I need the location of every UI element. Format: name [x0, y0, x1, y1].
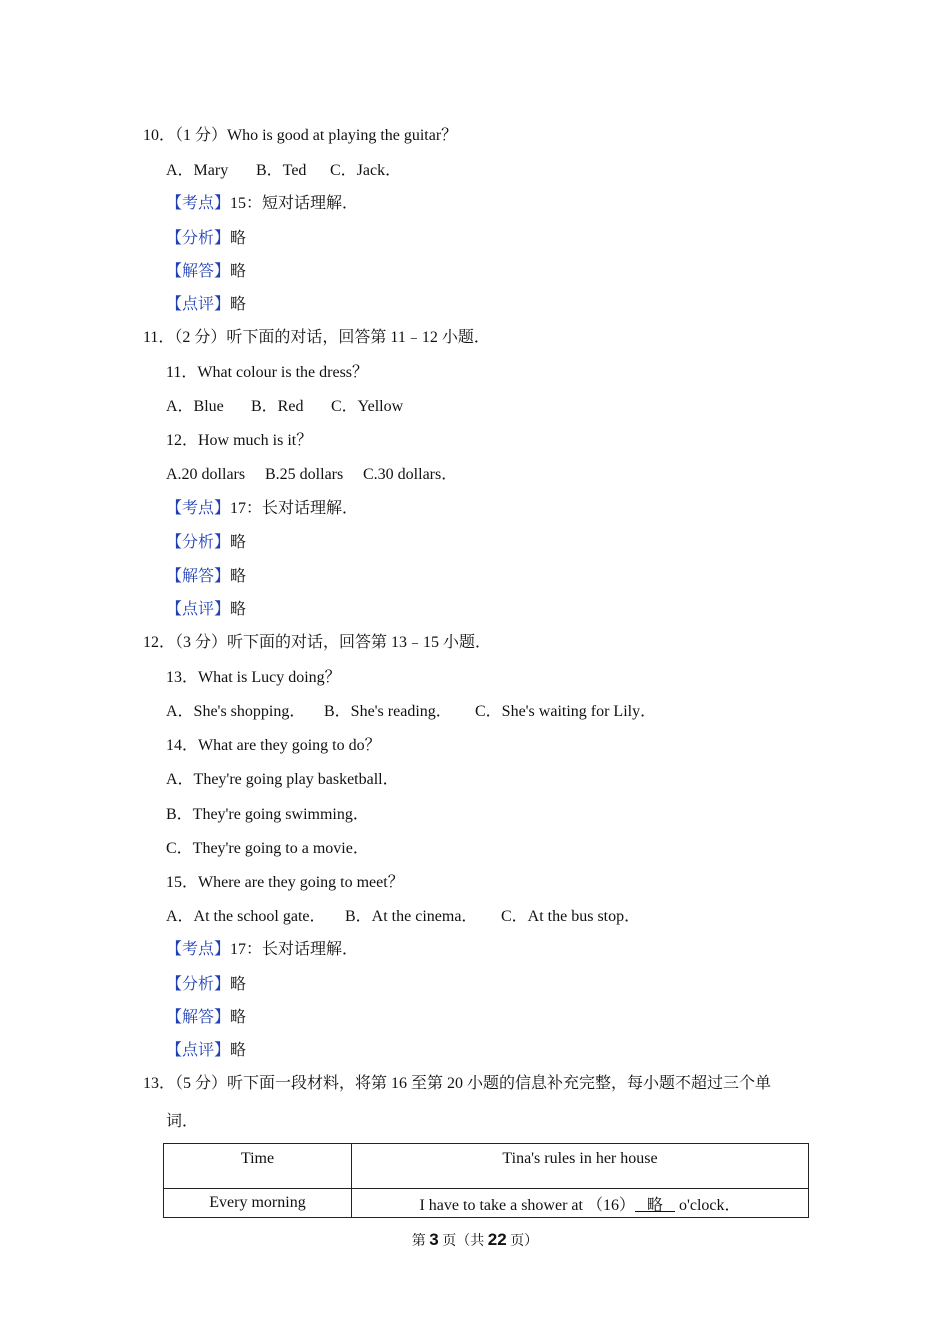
- kaodian-text: 17：长对话理解．: [230, 941, 359, 958]
- option-a: A．She's shopping．: [166, 703, 306, 720]
- rule-suffix: o'clock．: [674, 1196, 741, 1214]
- jieda-tag: 【解答】: [166, 263, 231, 280]
- question-11-stem: 11．（2 分）听下面的对话，回答第 11﹣12 小题．: [143, 329, 490, 346]
- option-b: B.25 dollars: [265, 466, 344, 483]
- cell-time: Every morning: [164, 1189, 352, 1218]
- fenxi-text: 略: [230, 230, 247, 247]
- jieda-tag: 【解答】: [166, 1009, 231, 1026]
- sub-question-12-options: [166, 465, 457, 485]
- sub-question-14-option-c: C．They're going to a movie．: [166, 840, 369, 857]
- jieda-line: [166, 262, 246, 282]
- jieda-text: 略: [230, 263, 247, 280]
- jieda-line: [166, 1008, 246, 1028]
- footer-suffix: 页）: [506, 1234, 539, 1249]
- sub-question-11: 11．What colour is the dress？: [166, 364, 369, 381]
- sub-question-11-options: [166, 397, 403, 417]
- sub-question-14-option-b: B．They're going swimming．: [166, 806, 369, 823]
- sub-question-13: 13．What is Lucy doing？: [166, 669, 341, 686]
- kaodian-tag: 【考点】: [166, 941, 231, 958]
- fenxi-tag: 【分析】: [166, 534, 231, 551]
- sub-question-13-options: [166, 702, 656, 722]
- question-10-stem: 10．（1 分）Who is good at playing the guitar？: [143, 127, 458, 144]
- option-a: A.20 dollars: [166, 466, 246, 483]
- option-c: C.30 dollars．: [363, 466, 458, 483]
- jieda-text: 略: [230, 568, 247, 585]
- rule-prefix: I have to take a shower at （16）: [419, 1196, 635, 1214]
- kaodian-line: [166, 194, 358, 214]
- footer-prefix: 第: [411, 1234, 430, 1249]
- option-b: B．Ted: [256, 162, 307, 179]
- header-time: Time: [164, 1144, 352, 1189]
- table-row: [164, 1189, 809, 1218]
- option-a: A．At the school gate．: [166, 908, 326, 925]
- footer-middle: 页（共: [438, 1234, 488, 1249]
- jieda-line: [166, 567, 246, 587]
- sub-question-14-option-a: A．They're going play basketball．: [166, 771, 399, 788]
- kaodian-line: [166, 940, 358, 960]
- fenxi-line: [166, 975, 246, 995]
- fenxi-text: 略: [230, 534, 247, 551]
- dianping-line: [166, 295, 246, 315]
- dianping-line: [166, 1041, 246, 1061]
- question-10-options: [166, 161, 401, 181]
- dianping-tag: 【点评】: [166, 296, 231, 313]
- dianping-text: 略: [230, 601, 247, 618]
- kaodian-tag: 【考点】: [166, 500, 231, 517]
- kaodian-text: 17：长对话理解．: [230, 500, 359, 517]
- kaodian-tag: 【考点】: [166, 195, 231, 212]
- total-page-number: 22: [487, 1230, 507, 1249]
- option-c: C．She's waiting for Lily．: [475, 703, 657, 720]
- kaodian-line: [166, 499, 358, 519]
- dianping-tag: 【点评】: [166, 601, 231, 618]
- fenxi-tag: 【分析】: [166, 230, 231, 247]
- rules-table: [163, 1143, 809, 1218]
- option-a: A．Mary: [166, 162, 229, 179]
- page-footer: [0, 1230, 950, 1250]
- answer-blank-16: 略: [634, 1196, 675, 1214]
- question-13-stem-continued: 词．: [166, 1113, 199, 1130]
- sub-question-14: 14．What are they going to do？: [166, 737, 381, 754]
- fenxi-line: [166, 533, 246, 553]
- jieda-text: 略: [230, 1009, 247, 1026]
- header-rules: Tina's rules in her house: [352, 1144, 809, 1189]
- current-page-number: 3: [429, 1230, 439, 1249]
- dianping-text: 略: [230, 1042, 247, 1059]
- dianping-text: 略: [230, 296, 247, 313]
- option-c: C．Jack．: [330, 162, 402, 179]
- kaodian-text: 15：短对话理解．: [230, 195, 359, 212]
- option-b: B．Red: [251, 398, 304, 415]
- fenxi-line: [166, 229, 246, 249]
- option-b: B．At the cinema．: [345, 908, 478, 925]
- table-header-row: [164, 1144, 809, 1189]
- dianping-line: [166, 600, 246, 620]
- jieda-tag: 【解答】: [166, 568, 231, 585]
- option-c: C．Yellow: [331, 398, 404, 415]
- question-13-stem: 13．（5 分）听下面一段材料，将第 16 至第 20 小题的信息补充完整，每小题不超过三个单: [143, 1075, 772, 1092]
- sub-question-15-options: [166, 907, 640, 927]
- fenxi-text: 略: [230, 976, 247, 993]
- sub-question-15: 15．Where are they going to meet？: [166, 874, 404, 891]
- fenxi-tag: 【分析】: [166, 976, 231, 993]
- question-12-stem: 12．（3 分）听下面的对话，回答第 13﹣15 小题．: [143, 634, 492, 651]
- option-c: C．At the bus stop．: [501, 908, 641, 925]
- dianping-tag: 【点评】: [166, 1042, 231, 1059]
- sub-question-12: 12．How much is it？: [166, 432, 313, 449]
- option-b: B．She's reading．: [324, 703, 452, 720]
- cell-rule: [352, 1189, 809, 1218]
- option-a: A．Blue: [166, 398, 224, 415]
